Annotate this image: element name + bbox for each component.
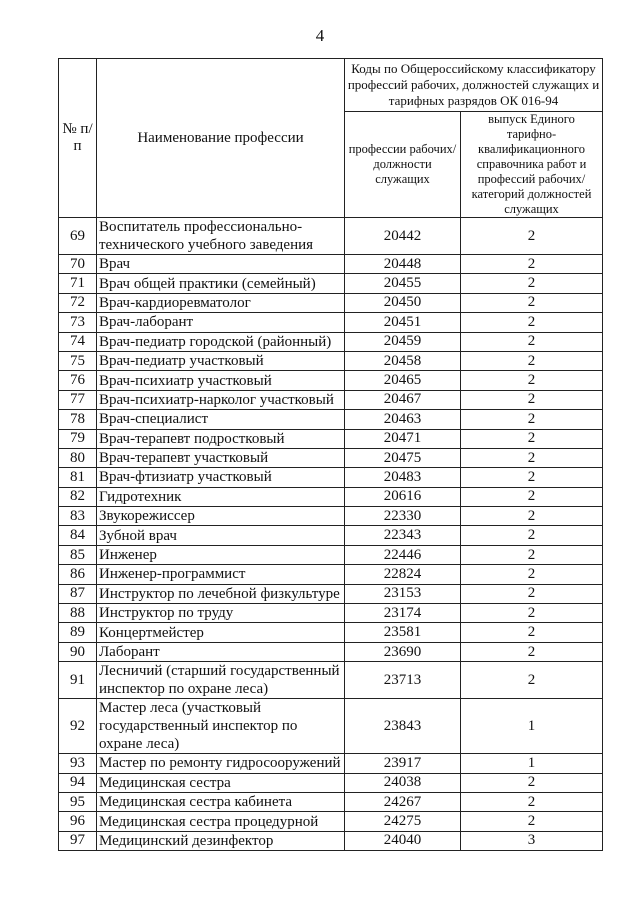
profession-code: 20467 xyxy=(345,390,461,409)
row-number: 75 xyxy=(59,351,97,370)
profession-code: 22824 xyxy=(345,565,461,584)
table-row xyxy=(59,429,603,448)
category-code: 2 xyxy=(461,390,603,409)
profession-name: Врач-лаборант xyxy=(97,313,345,332)
profession-code: 22330 xyxy=(345,507,461,526)
profession-name: Врач-психиатр участковый xyxy=(97,371,345,390)
category-code: 2 xyxy=(461,255,603,274)
table-row xyxy=(59,507,603,526)
profession-code: 20465 xyxy=(345,371,461,390)
row-number: 88 xyxy=(59,604,97,623)
category-code: 2 xyxy=(461,429,603,448)
profession-name: Зубной врач xyxy=(97,526,345,545)
category-code: 2 xyxy=(461,293,603,312)
profession-code: 20442 xyxy=(345,218,461,255)
profession-code: 22446 xyxy=(345,545,461,564)
category-code: 2 xyxy=(461,526,603,545)
profession-name: Медицинская сестра процедурной xyxy=(97,812,345,831)
row-number: 70 xyxy=(59,255,97,274)
row-number: 93 xyxy=(59,754,97,773)
row-number: 79 xyxy=(59,429,97,448)
table-row xyxy=(59,487,603,506)
profession-code: 23690 xyxy=(345,642,461,661)
profession-code: 24267 xyxy=(345,792,461,811)
profession-name: Медицинская сестра кабинета xyxy=(97,792,345,811)
profession-code: 20475 xyxy=(345,448,461,467)
category-code: 3 xyxy=(461,831,603,850)
category-code: 2 xyxy=(461,487,603,506)
category-code: 2 xyxy=(461,351,603,370)
category-code: 2 xyxy=(461,642,603,661)
row-number: 71 xyxy=(59,274,97,293)
profession-code: 20458 xyxy=(345,351,461,370)
header-name: Наименование профессии xyxy=(97,59,345,218)
table-row xyxy=(59,410,603,429)
category-code: 2 xyxy=(461,218,603,255)
table-row xyxy=(59,662,603,699)
profession-code: 20616 xyxy=(345,487,461,506)
category-code: 2 xyxy=(461,410,603,429)
profession-code: 23843 xyxy=(345,699,461,754)
row-number: 94 xyxy=(59,773,97,792)
profession-name: Врач-специалист xyxy=(97,410,345,429)
profession-code: 23174 xyxy=(345,604,461,623)
table-row xyxy=(59,390,603,409)
header-codes: Коды по Общероссийскому классификатору профессий рабочих, должностей служащих и тарифных разрядов ОК 016-94 xyxy=(345,59,603,112)
category-code: 1 xyxy=(461,699,603,754)
profession-name: Мастер леса (участковый государственный инспектор по охране леса) xyxy=(97,699,345,754)
table-row xyxy=(59,812,603,831)
table-body xyxy=(59,218,603,851)
profession-code: 23581 xyxy=(345,623,461,642)
row-number: 82 xyxy=(59,487,97,506)
profession-name: Врач-кардиоревматолог xyxy=(97,293,345,312)
header-no: № п/п xyxy=(59,59,97,218)
row-number: 92 xyxy=(59,699,97,754)
profession-code: 20471 xyxy=(345,429,461,448)
category-code: 2 xyxy=(461,773,603,792)
row-number: 84 xyxy=(59,526,97,545)
profession-name: Концертмейстер xyxy=(97,623,345,642)
table-row xyxy=(59,565,603,584)
table-row xyxy=(59,351,603,370)
table-row xyxy=(59,448,603,467)
row-number: 96 xyxy=(59,812,97,831)
category-code: 2 xyxy=(461,313,603,332)
row-number: 73 xyxy=(59,313,97,332)
table-row xyxy=(59,468,603,487)
row-number: 83 xyxy=(59,507,97,526)
row-number: 86 xyxy=(59,565,97,584)
profession-name: Мастер по ремонту гидросооружений xyxy=(97,754,345,773)
profession-name: Инструктор по лечебной физкультуре xyxy=(97,584,345,603)
profession-name: Воспитатель профессионально-технического учебного заведения xyxy=(97,218,345,255)
profession-code: 20483 xyxy=(345,468,461,487)
row-number: 81 xyxy=(59,468,97,487)
table-row xyxy=(59,623,603,642)
profession-code: 20450 xyxy=(345,293,461,312)
category-code: 2 xyxy=(461,545,603,564)
table-row xyxy=(59,792,603,811)
profession-code: 20455 xyxy=(345,274,461,293)
category-code: 2 xyxy=(461,448,603,467)
table-row xyxy=(59,313,603,332)
header-category: выпуск Единого тарифно-квалификационного справочника работ и профессий рабочих/категорий должностей служащих xyxy=(461,112,603,218)
table-row xyxy=(59,773,603,792)
profession-name: Инженер-программист xyxy=(97,565,345,584)
row-number: 78 xyxy=(59,410,97,429)
profession-name: Лесничий (старший государственный инспектор по охране леса) xyxy=(97,662,345,699)
profession-name: Врач-фтизиатр участковый xyxy=(97,468,345,487)
profession-name: Лаборант xyxy=(97,642,345,661)
row-number: 90 xyxy=(59,642,97,661)
category-code: 2 xyxy=(461,507,603,526)
table-row xyxy=(59,754,603,773)
category-code: 2 xyxy=(461,584,603,603)
profession-name: Врач-педиатр участковый xyxy=(97,351,345,370)
profession-code: 23917 xyxy=(345,754,461,773)
profession-name: Врач-терапевт участковый xyxy=(97,448,345,467)
profession-name: Медицинская сестра xyxy=(97,773,345,792)
table-row xyxy=(59,831,603,850)
table-row xyxy=(59,584,603,603)
profession-name: Инженер xyxy=(97,545,345,564)
category-code: 2 xyxy=(461,565,603,584)
profession-code: 20451 xyxy=(345,313,461,332)
profession-name: Врач общей практики (семейный) xyxy=(97,274,345,293)
page-number: 4 xyxy=(315,26,325,45)
category-code: 2 xyxy=(461,792,603,811)
table-row xyxy=(59,332,603,351)
row-number: 74 xyxy=(59,332,97,351)
profession-name: Звукорежиссер xyxy=(97,507,345,526)
row-number: 76 xyxy=(59,371,97,390)
profession-code: 20448 xyxy=(345,255,461,274)
category-code: 2 xyxy=(461,274,603,293)
row-number: 77 xyxy=(59,390,97,409)
profession-code: 20459 xyxy=(345,332,461,351)
profession-name: Инструктор по труду xyxy=(97,604,345,623)
row-number: 97 xyxy=(59,831,97,850)
category-code: 2 xyxy=(461,812,603,831)
row-number: 87 xyxy=(59,584,97,603)
profession-code: 24038 xyxy=(345,773,461,792)
profession-code: 20463 xyxy=(345,410,461,429)
table-row xyxy=(59,255,603,274)
table-row xyxy=(59,642,603,661)
table-row xyxy=(59,604,603,623)
category-code: 2 xyxy=(461,371,603,390)
table-row xyxy=(59,526,603,545)
profession-name: Врач-терапевт подростковый xyxy=(97,429,345,448)
category-code: 1 xyxy=(461,754,603,773)
profession-name: Врач-педиатр городской (районный) xyxy=(97,332,345,351)
profession-code: 23713 xyxy=(345,662,461,699)
category-code: 2 xyxy=(461,662,603,699)
profession-code: 22343 xyxy=(345,526,461,545)
row-number: 85 xyxy=(59,545,97,564)
profession-name: Врач xyxy=(97,255,345,274)
category-code: 2 xyxy=(461,604,603,623)
table-row xyxy=(59,371,603,390)
row-number: 89 xyxy=(59,623,97,642)
profession-code: 24275 xyxy=(345,812,461,831)
row-number: 95 xyxy=(59,792,97,811)
table-row xyxy=(59,293,603,312)
table-row xyxy=(59,274,603,293)
table-row xyxy=(59,218,603,255)
row-number: 91 xyxy=(59,662,97,699)
category-code: 2 xyxy=(461,623,603,642)
profession-name: Гидротехник xyxy=(97,487,345,506)
profession-code: 23153 xyxy=(345,584,461,603)
category-code: 2 xyxy=(461,468,603,487)
profession-name: Медицинский дезинфектор xyxy=(97,831,345,850)
profession-name: Врач-психиатр-нарколог участковый xyxy=(97,390,345,409)
row-number: 72 xyxy=(59,293,97,312)
row-number: 80 xyxy=(59,448,97,467)
professions-table xyxy=(58,58,603,851)
row-number: 69 xyxy=(59,218,97,255)
category-code: 2 xyxy=(461,332,603,351)
table-row xyxy=(59,699,603,754)
header-code: профессии рабочих/ должности служащих xyxy=(345,112,461,218)
profession-code: 24040 xyxy=(345,831,461,850)
table-row xyxy=(59,545,603,564)
